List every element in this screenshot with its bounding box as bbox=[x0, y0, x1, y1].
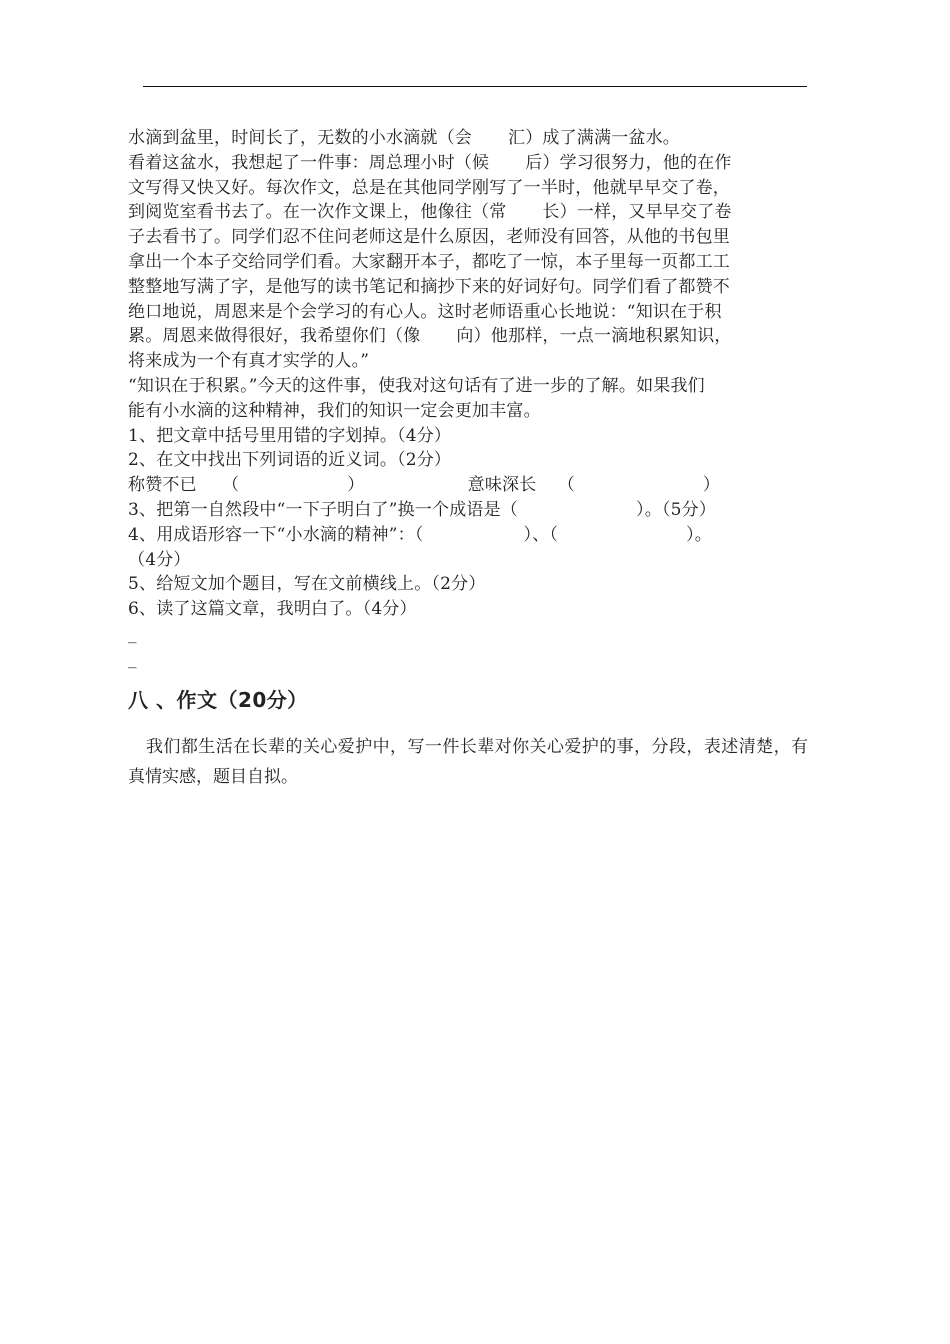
passage-text: 看着这盆水，我想起了一件事：周总理小时（候 bbox=[128, 152, 490, 173]
answer-blank-close: ） bbox=[702, 475, 721, 496]
passage-line: 文写得又快又好。每次作文，总是在其他同学刚写了一半时，他就早早交了卷， bbox=[128, 177, 730, 198]
answer-line[interactable]: _ bbox=[128, 623, 137, 644]
question-text: 3、把第一自然段中“一下子明白了”换一个成语是（ bbox=[128, 499, 518, 520]
question-3 bbox=[128, 498, 810, 523]
reading-passage bbox=[128, 126, 810, 424]
passage-text: 到阅览室看书去了。在一次作文课上，他像往（常 bbox=[128, 202, 507, 223]
passage-line: 能有小水滴的这种精神，我们的知识一定会更加丰富。 bbox=[128, 400, 541, 421]
composition-title: 八 、作文（20分） bbox=[128, 687, 308, 712]
passage-line bbox=[128, 324, 810, 349]
answer-blank-open: （ bbox=[557, 475, 575, 496]
passage-text: 长）一样，又早早交了卷 bbox=[542, 202, 732, 223]
passage-text: 向）他那样，一点一滴地积累知识， bbox=[456, 326, 732, 347]
question-5: 5、给短文加个题目，写在文前横线上。（2分） bbox=[128, 574, 486, 595]
passage-line: 子去看书了。同学们忍不住问老师这是什么原因，老师没有回答，从他的书包里 bbox=[128, 227, 730, 248]
question-4 bbox=[128, 523, 810, 548]
passage-line: “知识在于积累。”今天的这件事，使我对这句话有了进一步的了解。如果我们 bbox=[128, 375, 705, 396]
question-1: 1、把文章中括号里用错的字划掉。（4分） bbox=[128, 425, 452, 446]
question-4-score: （4分） bbox=[128, 549, 191, 570]
question-2-words bbox=[128, 473, 810, 498]
header-rule bbox=[143, 86, 807, 87]
passage-line bbox=[128, 151, 810, 176]
answer-blank-open: （ bbox=[222, 475, 240, 496]
question-text: ）。 bbox=[686, 524, 713, 545]
passage-text: 汇）成了满满一盆水。 bbox=[508, 128, 680, 148]
passage-line: 整整地写满了字，是他写的读书笔记和摘抄下来的好词好句。同学们看了都赞不 bbox=[128, 276, 730, 297]
question-6: 6、读了这篇文章，我明白了。（4分） bbox=[128, 599, 417, 620]
passage-line: 将来成为一个有真才实学的人。” bbox=[128, 351, 370, 372]
word-1: 称赞不已 bbox=[128, 475, 197, 496]
question-text: ）、（ bbox=[523, 524, 559, 545]
question-text: 4、用成语形容一下“小水滴的精神”：（ bbox=[128, 524, 424, 545]
word-2: 意味深长 bbox=[467, 475, 537, 496]
passage-text: 累。周恩来做得很好，我希望你们（像 bbox=[128, 326, 421, 347]
answer-line[interactable]: _ bbox=[128, 648, 137, 669]
passage-line bbox=[128, 200, 810, 225]
question-text: ）。（5分） bbox=[636, 499, 717, 520]
passage-text: 水滴到盆里，时间长了，无数的小水滴就（会 bbox=[128, 128, 472, 148]
answer-blank-close: ） bbox=[347, 475, 365, 496]
passage-line: 绝口地说，周恩来是个会学习的有心人。这时老师语重心长地说：“知识在于积 bbox=[128, 301, 722, 322]
passage-text: 后）学习很努力，他的在作 bbox=[525, 152, 732, 173]
question-list bbox=[128, 424, 810, 672]
worksheet-content bbox=[128, 126, 810, 792]
passage-line: 拿出一个本子交给同学们看。大家翻开本子，都吃了一惊，本子里每一页都工工 bbox=[128, 251, 730, 272]
composition-prompt: 我们都生活在长辈的关心爱护中，写一件长辈对你关心爱护的事，分段，表述清楚，有真情实感，题目自拟。 bbox=[128, 736, 808, 787]
passage-line bbox=[128, 126, 810, 151]
question-2: 2、在文中找出下列词语的近义词。（2分） bbox=[128, 450, 452, 471]
